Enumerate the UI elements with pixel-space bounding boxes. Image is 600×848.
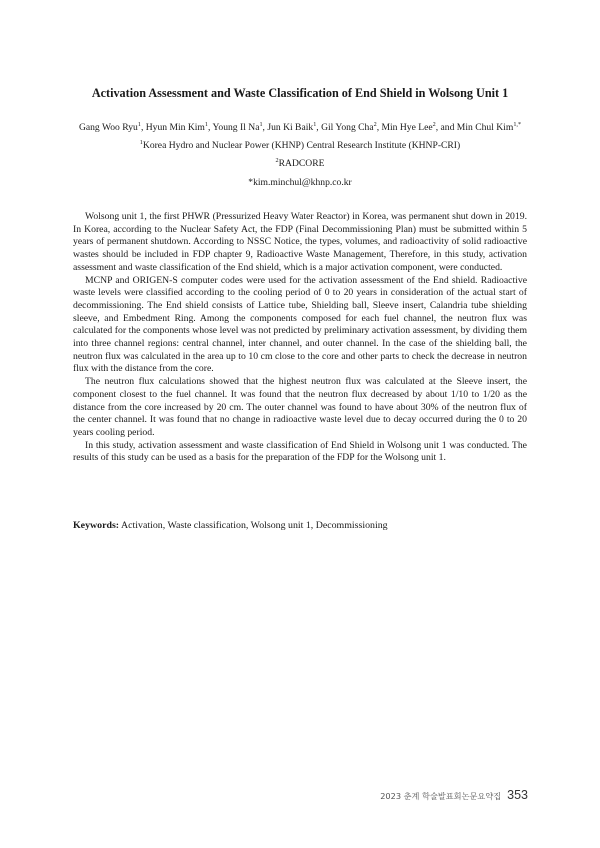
author-affiliation-mark: 2 [373, 120, 377, 128]
author-name: Min Chul Kim [456, 122, 514, 133]
author-affiliation-mark: 1 [259, 120, 263, 128]
author-separator: , [376, 122, 382, 133]
author-list [40, 121, 560, 134]
author-separator: , [208, 122, 213, 133]
author-name: Jun Ki Baik [267, 122, 314, 133]
author-separator: , [262, 122, 268, 133]
abstract-body [73, 211, 527, 465]
affiliation-2-mark: 2 [275, 156, 279, 164]
author-name: Gang Woo Ryu [78, 122, 138, 133]
author-name: Hyun Min Kim [145, 122, 205, 133]
author-name: Min Hye Lee [381, 122, 433, 133]
author-affiliation-mark: 1 [137, 120, 141, 128]
affiliation-2 [40, 157, 560, 170]
author-separator: , [316, 122, 322, 133]
author-name: Young Il Na [212, 122, 260, 133]
proceedings-name: 2023 춘계 학술발표회논문요약집 [380, 791, 502, 801]
author-affiliation-mark: 1 [313, 120, 317, 128]
paper-title: Activation Assessment and Waste Classification of End Shield in Wolsong Unit 1 [91, 86, 509, 100]
abstract-paragraph: MCNP and ORIGEN-S computer codes were used for the activation assessment of the End shield. Radioactive waste levels were classified according to the cooling period of 0 to 20 years in consideration of the actual start of decommissioning. The End shield consists of Lattice tube, Shielding ball, Sleeve insert, Calandria tube shielding sleeve, and Embedment Ring. Among the components composed for each fuel channel, the neutron flux was calculated for the components whose level was not predicted by preliminary activation assessment, by dividing them into three channel regions: central channel, inter channel, and outer channel. In the case of the shielding ball, the neutron flux was calculated in the area up to 10 cm close to the core and other parts to check the decrease in neutron flux with the distance from the core. [73, 274, 527, 375]
affiliation-1 [40, 139, 560, 152]
author-separator: , and [435, 122, 457, 133]
keywords-text: Activation, Waste classification, Wolsong unit 1, Decommissioning [121, 520, 388, 531]
keywords-line [73, 519, 533, 532]
author-affiliation-mark: 2 [432, 120, 436, 128]
affiliation-1-text: Korea Hydro and Nuclear Power (KHNP) Central Research Institute (KHNP-CRI) [142, 140, 461, 151]
affiliation-2-text: RADCORE [278, 158, 325, 169]
author-affiliation-mark: 1,* [513, 120, 522, 128]
page-footer [380, 788, 528, 802]
affiliation-1-mark: 1 [139, 138, 143, 146]
page-number: 353 [507, 788, 528, 802]
author-separator: , [140, 122, 146, 133]
keywords-label: Keywords: [73, 520, 120, 531]
abstract-paragraph: The neutron flux calculations showed that the highest neutron flux was calculated at the Sleeve insert, the component closest to the fuel channel. It was found that the neutron flux decreased by about 1/10 to 1/20 as the distance from the core increased by 20 cm. The outer channel was found to have about 30% of the neutron flux of the center channel. It was found that no change in radioactive waste level due to decay occurred during the 0 to 20 years cooling period. [73, 376, 527, 438]
abstract-paragraph: In this study, activation assessment and waste classification of End Shield in Wolsong unit 1 was conducted. The results of this study can be used as a basis for the preparation of the FDP for the Wolsong unit 1. [73, 439, 527, 464]
author-affiliation-mark: 1 [204, 120, 208, 128]
corresponding-email: *kim.minchul@khnp.co.kr [248, 177, 352, 188]
abstract-paragraph: Wolsong unit 1, the first PHWR (Pressurized Heavy Water Reactor) in Korea, was permanent shut down in 2019. In Korea, according to the Nuclear Safety Act, the FDP (Final Decommissioning Plan) must be submitted within 5 years of permanent shutdown. According to NSSC Notice, the types, volumes, and radioactivity of solid radioactive wastes should be included in FDP chapter 9, Radioactive Waste Management, Therefore, in this study, activation assessment and waste classification of the End shield, which is a major activation component, were conducted. [73, 211, 527, 273]
author-name: Gil Yong Cha [321, 122, 374, 133]
